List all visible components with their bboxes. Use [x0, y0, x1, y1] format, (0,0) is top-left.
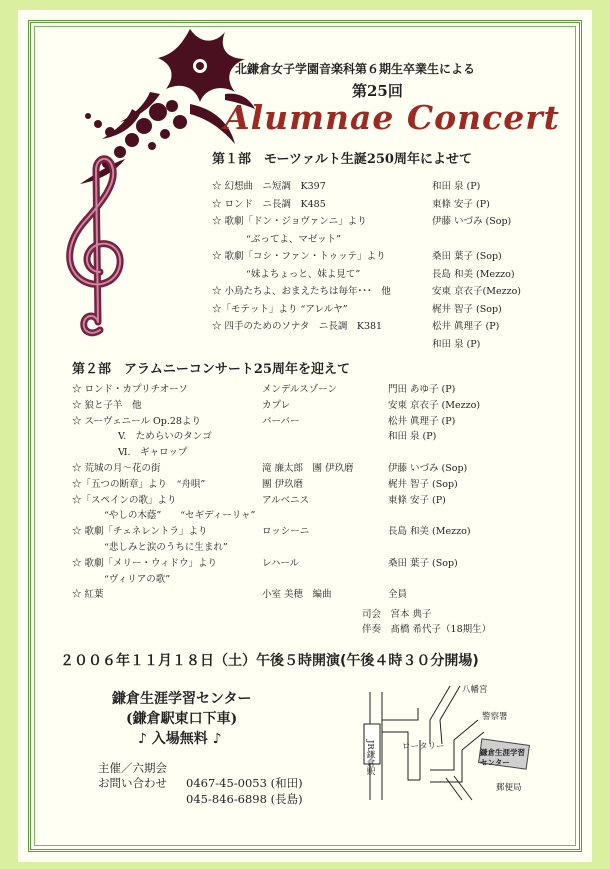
part1-piece: ☆「モテット」より “アレルヤ” [212, 303, 348, 315]
part1-piece: ☆ ロンド ニ長調 K485 [212, 198, 326, 210]
venue-name: 鎌倉生涯学習センター [112, 691, 252, 707]
part2-performer: 安東 京衣子 (Mezzo) [388, 399, 481, 411]
access-map [350, 680, 560, 805]
map-shrine: 八幡宮 [462, 685, 488, 695]
part2-composer: 團 伊玖磨 [262, 478, 304, 490]
part2-performer: 全員 [388, 589, 408, 601]
part1-performer: 和田 泉 (P) [432, 181, 481, 192]
part2-piece: V. ためらいのタンゴ [118, 431, 212, 443]
part1-piece: ☆ 歌劇「ドン・ジョヴァンニ」より [212, 216, 367, 227]
concert-title: Alumnae Concert [224, 98, 560, 137]
part2-performer: 東條 安子 (P) [388, 494, 446, 506]
part1-performer: 長島 和美 (Mezzo) [432, 268, 515, 280]
map-center: 鎌倉生涯学習センター [480, 748, 525, 767]
part2-performer: 長島 和美 (Mezzo) [388, 526, 471, 538]
mc-credit: 司会 宮本 典子 [362, 609, 432, 620]
part2-piece: ☆ スーヴェニール Op.28より [72, 415, 201, 427]
part1-performer: 和田 泉 (P) [432, 338, 481, 350]
part2-composer: バーバー [262, 415, 300, 427]
part1-performer: 伊藤 いづみ (Sop) [432, 216, 512, 227]
part2-composer: カプレ [262, 399, 291, 411]
part1-performer: 梶井 智子 (Sop) [432, 303, 502, 315]
part2-piece: ☆ 狼と子羊 他 [72, 399, 142, 411]
part2-piece: ☆ 荒城の月〜花の街 [72, 463, 161, 474]
part2-composer: ロッシーニ [262, 526, 310, 538]
part2-composer: 滝 廉太郎 團 伊玖磨 [262, 463, 354, 474]
part1-performer: 安東 京衣子(Mezzo) [432, 286, 522, 297]
part2-piece: ☆ 歌劇「メリー・ウィドウ」より [72, 557, 217, 569]
host-label: 主催／六期会 [98, 761, 167, 775]
part2-piece: “ヴィリアの歌” [104, 573, 171, 585]
part2-performer: 桑田 葉子 (Sop) [388, 557, 458, 569]
map-post-office: 郵便局 [496, 783, 522, 793]
part2-piece: Ⅵ. ギャロップ [118, 447, 188, 459]
part2-piece: “悲しみと涙のうちに生まれ” [104, 542, 228, 553]
part2-piece: ☆「五つの断章」より “舟唄” [72, 478, 206, 490]
part2-performer: 伊藤 いづみ (Sop) [388, 463, 468, 474]
part2-composer: アルベニス [262, 494, 310, 506]
part1-piece: ☆ 四手のためのソナタ ニ長調 K381 [212, 321, 383, 332]
part2-piece: ☆「スペインの歌」より [72, 494, 177, 506]
part1-piece: “ぶってよ、マゼット” [246, 233, 342, 245]
part2-piece: “やしの木蔭” “セギディーリャ” [104, 510, 256, 522]
part1-piece: ☆ 小鳥たちよ、おまえたちは毎年･･･ 他 [212, 286, 391, 297]
part1-heading: 第１部 モーツァルト生誕250周年によせて [212, 152, 472, 167]
part2-performer: 和田 泉 (P) [388, 431, 437, 443]
organizer-line: 北鎌倉女子学園音楽科第６期生卒業生による [235, 62, 476, 76]
edition-label: 第25回 [352, 82, 403, 100]
inquiry-label: お問い合わせ [98, 776, 167, 790]
phone-wada: 0467-45-0053 (和田) [186, 776, 303, 790]
part2-performer: 門田 あゆ子 (P) [388, 384, 456, 395]
part1-performer: 東條 安子 (P) [432, 198, 490, 210]
part2-composer: 小室 美穂 編曲 [262, 589, 332, 601]
part1-piece: “妹よちょっと、妹よ見て” [246, 268, 361, 280]
map-police: 警察署 [482, 712, 508, 722]
part1-performer: 桑田 葉子 (Sop) [432, 251, 502, 262]
part2-piece: ☆ 歌劇「チェネレントラ」より [72, 526, 208, 538]
part2-performer: 松井 眞理子 (P) [388, 415, 456, 427]
date-time-line: ２００６年１１月１８日（土）午後５時開演(午後４時３０分開場) [60, 653, 479, 669]
part2-piece: ☆ 紅葉 [72, 589, 104, 601]
part1-performer: 松井 眞理子 (P) [432, 321, 500, 332]
part2-composer: メンデルスゾーン [262, 384, 338, 395]
venue-access: (鎌倉駅東口下車) [126, 711, 238, 727]
part1-piece: ☆ 幻想曲 ニ短調 K397 [212, 181, 326, 192]
part1-piece: ☆ 歌劇「コシ・ファン・トゥッテ」より [212, 251, 386, 262]
part2-piece: ☆ ロンド・カプリチオーソ [72, 384, 188, 395]
admission-note: ♪ 入場無料 ♪ [138, 731, 222, 747]
part2-heading: 第２部 アラムニーコンサート25周年を迎えて [72, 362, 350, 377]
part2-composer: レハール [262, 557, 300, 569]
map-station: JR鎌倉駅 [365, 740, 375, 776]
treble-clef-icon [52, 150, 142, 350]
phone-nagashima: 045-846-6898 (長島) [186, 792, 303, 806]
map-rotary: ロータリー [402, 742, 445, 752]
accompanist-credit: 伴奏 髙橋 希代子（18期生） [362, 624, 492, 635]
part2-performer: 梶井 智子 (Sop) [388, 478, 458, 490]
